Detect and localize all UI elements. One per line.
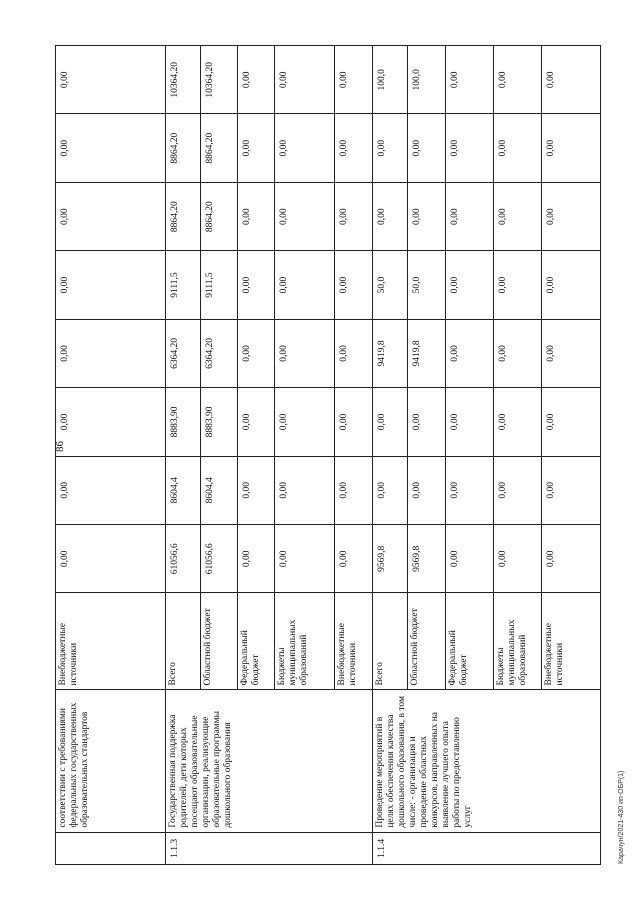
value-cell: 0,00 xyxy=(275,46,335,115)
value-cell: 0,00 xyxy=(56,388,166,456)
table-row xyxy=(373,46,408,865)
funding-source: Внебюджетные источники xyxy=(335,593,373,690)
value-cell: 0,00 xyxy=(275,388,335,456)
table-row xyxy=(166,46,201,865)
value-cell: 0,00 xyxy=(408,388,446,456)
value-cell: 0,00 xyxy=(238,182,275,250)
value-cell: 0,00 xyxy=(494,319,542,387)
funding-source: Всего xyxy=(166,593,201,690)
value-cell: 0,00 xyxy=(238,525,275,593)
value-cell: 0,00 xyxy=(446,46,494,115)
rotated-page-content xyxy=(55,45,600,865)
value-cell: 0,00 xyxy=(494,182,542,250)
value-cell: 6364,20 xyxy=(201,319,238,387)
table-row xyxy=(56,46,166,865)
value-cell: 9419,8 xyxy=(373,319,408,387)
value-cell: 0,00 xyxy=(275,456,335,524)
value-cell: 0,00 xyxy=(494,114,542,182)
value-cell: 0,00 xyxy=(335,319,373,387)
row-code: 1.1.4 xyxy=(373,832,601,864)
value-cell: 0,00 xyxy=(56,182,166,250)
value-cell: 0,00 xyxy=(335,46,373,115)
value-cell: 0,00 xyxy=(238,319,275,387)
funding-source: Областной бюджет xyxy=(408,593,446,690)
funding-source: Внебюджетные источники xyxy=(542,593,601,690)
value-cell: 0,00 xyxy=(408,182,446,250)
value-cell: 0,00 xyxy=(446,182,494,250)
value-cell: 0,00 xyxy=(446,251,494,319)
activity-name: соответствии с требованиями федеральных государственных образовательных стандартов xyxy=(56,690,166,832)
value-cell: 8864,20 xyxy=(166,182,201,250)
value-cell: 0,00 xyxy=(542,388,601,456)
value-cell: 0,00 xyxy=(335,182,373,250)
value-cell: 0,00 xyxy=(238,114,275,182)
funding-source: Областной бюджет xyxy=(201,593,238,690)
value-cell: 0,00 xyxy=(373,456,408,524)
value-cell: 8864,20 xyxy=(166,114,201,182)
activity-name: Проведение мероприятий в целях обеспечения качества дошкольного образования, в том числе: - организация и проведение областных конкурсов, направленных на выявление лучшего опыта работы по предоставлению услуг xyxy=(373,690,601,832)
value-cell: 6364,20 xyxy=(166,319,201,387)
value-cell: 0,00 xyxy=(335,251,373,319)
value-cell: 0,00 xyxy=(275,251,335,319)
funding-source: Бюджеты муниципальных образований xyxy=(494,593,542,690)
value-cell: 8883,90 xyxy=(166,388,201,456)
value-cell: 0,00 xyxy=(446,388,494,456)
value-cell: 61056,6 xyxy=(201,525,238,593)
budget-table xyxy=(55,45,601,865)
value-cell: 0,00 xyxy=(373,388,408,456)
value-cell: 8604,4 xyxy=(166,456,201,524)
value-cell: 0,00 xyxy=(542,46,601,115)
value-cell: 0,00 xyxy=(56,114,166,182)
value-cell: 0,00 xyxy=(275,525,335,593)
value-cell: 0,00 xyxy=(373,114,408,182)
value-cell: 10364,20 xyxy=(201,46,238,115)
funding-source: Бюджеты муниципальных образований xyxy=(275,593,335,690)
value-cell: 0,00 xyxy=(542,114,601,182)
value-cell: 0,00 xyxy=(446,319,494,387)
value-cell: 0,00 xyxy=(408,456,446,524)
value-cell: 0,00 xyxy=(56,525,166,593)
value-cell: 0,00 xyxy=(335,114,373,182)
value-cell: 0,00 xyxy=(542,456,601,524)
value-cell: 0,00 xyxy=(494,46,542,115)
value-cell: 0,00 xyxy=(335,388,373,456)
value-cell: 0,00 xyxy=(238,251,275,319)
value-cell: 9419,8 xyxy=(408,319,446,387)
value-cell: 0,00 xyxy=(542,319,601,387)
value-cell: 0,00 xyxy=(408,114,446,182)
value-cell: 9111,5 xyxy=(166,251,201,319)
row-code: 1.1.3 xyxy=(166,832,373,864)
value-cell: 0,00 xyxy=(542,525,601,593)
value-cell: 0,00 xyxy=(238,388,275,456)
value-cell: 0,00 xyxy=(238,46,275,115)
document-reference-note: Карачун/2021-430 ип-ОБР(1) xyxy=(618,770,625,864)
funding-source: Внебюджетные источники xyxy=(56,593,166,690)
value-cell: 8864,20 xyxy=(201,114,238,182)
value-cell: 0,00 xyxy=(335,525,373,593)
value-cell: 0,00 xyxy=(275,319,335,387)
value-cell: 9569,8 xyxy=(408,525,446,593)
value-cell: 0,00 xyxy=(542,182,601,250)
value-cell: 0,00 xyxy=(56,251,166,319)
value-cell: 0,00 xyxy=(373,182,408,250)
funding-source: Федеральный бюджет xyxy=(446,593,494,690)
value-cell: 9111,5 xyxy=(201,251,238,319)
value-cell: 10364,20 xyxy=(166,46,201,115)
value-cell: 0,00 xyxy=(542,251,601,319)
value-cell: 0,00 xyxy=(494,525,542,593)
value-cell: 0,00 xyxy=(446,456,494,524)
funding-source: Федеральный бюджет xyxy=(238,593,275,690)
value-cell: 9569,8 xyxy=(373,525,408,593)
value-cell: 0,00 xyxy=(56,46,166,115)
row-code xyxy=(56,832,166,864)
value-cell: 0,00 xyxy=(56,319,166,387)
value-cell: 0,00 xyxy=(494,456,542,524)
value-cell: 0,00 xyxy=(275,182,335,250)
value-cell: 0,00 xyxy=(56,456,166,524)
value-cell: 0,00 xyxy=(446,114,494,182)
value-cell: 0,00 xyxy=(275,114,335,182)
activity-name: Государственная поддержка родителей, дети которых посещают образовательные организации, реализующие образовательные программы дошкольного образования xyxy=(166,690,373,832)
value-cell: 8604,4 xyxy=(201,456,238,524)
value-cell: 0,00 xyxy=(494,251,542,319)
page-number: 86 xyxy=(54,441,66,452)
value-cell: 61056,6 xyxy=(166,525,201,593)
value-cell: 0,00 xyxy=(335,456,373,524)
value-cell: 0,00 xyxy=(494,388,542,456)
value-cell: 100,0 xyxy=(408,46,446,115)
value-cell: 0,00 xyxy=(446,525,494,593)
value-cell: 50,0 xyxy=(373,251,408,319)
value-cell: 8883,90 xyxy=(201,388,238,456)
funding-source: Всего xyxy=(373,593,408,690)
value-cell: 8864,20 xyxy=(201,182,238,250)
value-cell: 100,0 xyxy=(373,46,408,115)
value-cell: 50,0 xyxy=(408,251,446,319)
value-cell: 0,00 xyxy=(238,456,275,524)
